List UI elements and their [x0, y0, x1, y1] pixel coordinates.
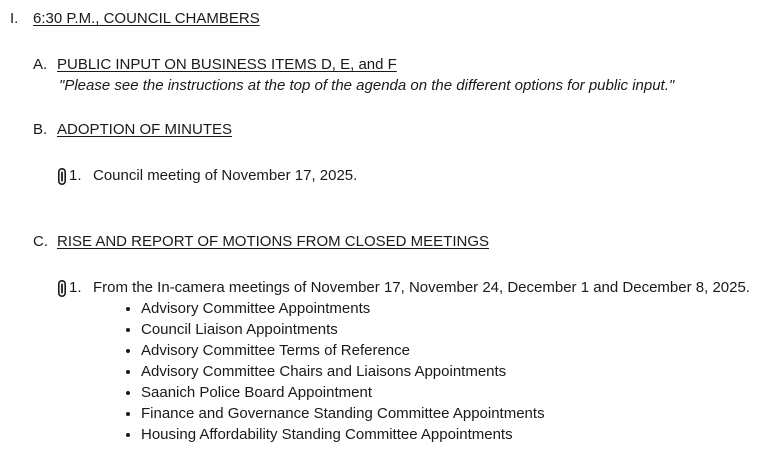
list-item — [124, 384, 545, 405]
item-a-note: "Please see the instructions at the top of the agenda on the different options for public input." — [59, 77, 675, 94]
item-b-letter: B. — [33, 121, 48, 138]
item-b-sub-text: Council meeting of November 17, 2025. — [93, 167, 358, 184]
list-item-text: Finance and Governance Standing Committee Appointments — [141, 405, 545, 422]
paperclip-icon[interactable] — [58, 280, 66, 297]
item-c-sub-text: From the In-camera meetings of November 17, November 24, December 1 and December 8, 2025. — [93, 279, 750, 296]
list-item — [124, 426, 545, 447]
item-b-sub-number: 1. — [69, 167, 82, 184]
list-item — [124, 321, 545, 342]
bullet-dot — [126, 307, 130, 311]
item-c-letter: C. — [33, 233, 48, 250]
paperclip-icon[interactable] — [58, 168, 66, 185]
bullet-dot — [126, 349, 130, 353]
bullet-dot — [126, 370, 130, 374]
section-heading[interactable]: 6:30 P.M., COUNCIL CHAMBERS — [33, 10, 260, 27]
list-item — [124, 342, 545, 363]
item-b-title[interactable]: ADOPTION OF MINUTES — [57, 121, 233, 138]
section-numeral: I. — [10, 10, 19, 27]
item-c-sub-number: 1. — [69, 279, 82, 296]
item-c-title[interactable]: RISE AND REPORT OF MOTIONS FROM CLOSED MEETINGS — [57, 233, 489, 250]
list-item-text: Advisory Committee Terms of Reference — [141, 342, 410, 359]
item-a-letter: A. — [33, 56, 48, 73]
list-item-text: Saanich Police Board Appointment — [141, 384, 372, 401]
bullet-dot — [126, 391, 130, 395]
list-item-text: Housing Affordability Standing Committee Appointments — [141, 426, 513, 443]
list-item-text: Council Liaison Appointments — [141, 321, 338, 338]
list-item — [124, 405, 545, 426]
item-a-title[interactable]: PUBLIC INPUT ON BUSINESS ITEMS D, E, and F — [57, 56, 397, 73]
bullet-dot — [126, 328, 130, 332]
list-item-text: Advisory Committee Appointments — [141, 300, 371, 317]
appointments-bullet-list — [124, 300, 545, 447]
bullet-dot — [126, 433, 130, 437]
list-item — [124, 300, 545, 321]
list-item — [124, 363, 545, 384]
bullet-dot — [126, 412, 130, 416]
list-item-text: Advisory Committee Chairs and Liaisons Appointments — [141, 363, 507, 380]
